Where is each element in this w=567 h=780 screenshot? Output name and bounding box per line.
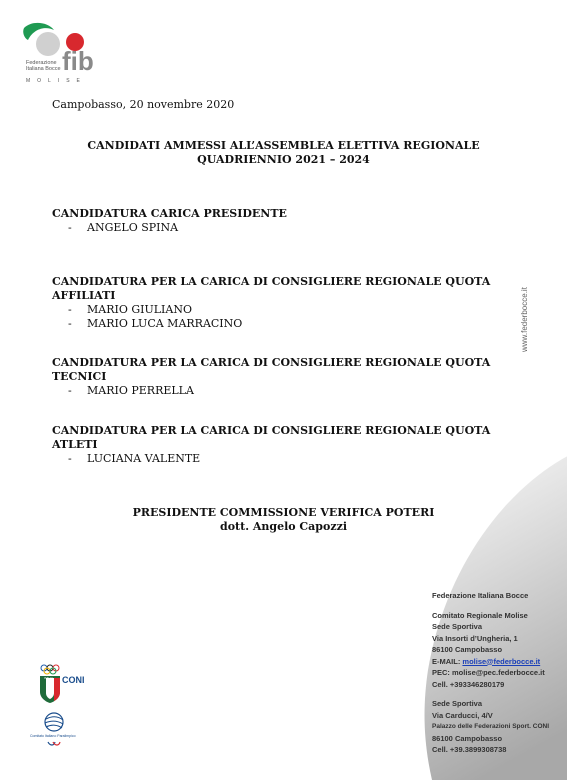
section-tecnici [52,356,522,398]
candidate-item: - ANGELO SPINA [68,221,179,234]
signature-name: dott. Angelo Capozzi [220,520,347,533]
paralympic-label: Comitato Italiano Paralimpico [30,734,76,738]
side-website-url: www.federbocce.it [520,287,529,352]
footer-contacts: Federazione Italiana Bocce Comitato Regionale Molise Sede Sportiva Via Insorti d’Ungheria, 1 86100 Campobasso E-MAIL: molise@federbocce.it PEC: molise@pec.federbocce.it Cell. +393346280179 Sede Sportiva Via Carducci, 4/V Palazzo delle Federazioni Sport. CONI 86100 Campobasso Cell. +39.3899308738 [432,591,550,754]
section-title: CANDIDATURA CARICA PRESIDENTE [52,207,287,220]
bullet: - [68,452,72,465]
logo-text: fib [62,46,94,76]
footer-cell2: Cell. +39.3899308738 [432,745,507,754]
paralympic-logo [36,710,76,754]
bullet: - [68,221,72,234]
footer-cell1: Cell. +393346280179 [432,679,505,689]
fib-logo [18,20,118,86]
footer-email: E-MAIL: molise@federbocce.it [432,656,541,666]
candidate-item: - MARIO LUCA MARRACINO [68,317,243,330]
bullet: - [68,303,72,316]
document-subtitle: QUADRIENNIO 2021 – 2024 [197,153,370,166]
footer-committee: Comitato Regionale Molise [432,610,528,620]
footer-org: Federazione Italiana Bocce [432,591,529,600]
email-link[interactable]: molise@federbocce.it [462,656,541,666]
section-title: CANDIDATURA PER LA CARICA DI CONSIGLIERE REGIONALE QUOTA AFFILIATI [52,275,491,302]
coni-label: CONI [62,675,85,685]
bullet: - [68,317,72,330]
footer-pec: PEC: molise@pec.federbocce.it [432,668,545,677]
section-presidente [52,207,522,235]
candidate-item: - LUCIANA VALENTE [68,452,201,465]
signature-role: PRESIDENTE COMMISSIONE VERIFICA POTERI [132,506,435,519]
logo-subtitle: Federazione Italiana Bocce [26,60,61,72]
logo-region: MOLISE [26,78,87,84]
document-date: Campobasso, 20 novembre 2020 [52,98,235,111]
coni-italia-text: ITALIA [44,676,53,680]
candidate-item: - MARIO PERRELLA [68,384,194,397]
document-title: CANDIDATI AMMESSI ALL’ASSEMBLEA ELETTIVA REGIONALE [87,139,480,152]
bullet: - [68,384,72,397]
candidate-item: - MARIO GIULIANO [68,303,192,316]
section-title: CANDIDATURA PER LA CARICA DI CONSIGLIERE REGIONALE QUOTA ATLETI [52,424,491,451]
section-affiliati [52,275,522,331]
section-title: CANDIDATURA PER LA CARICA DI CONSIGLIERE REGIONALE QUOTA TECNICI [52,356,491,383]
